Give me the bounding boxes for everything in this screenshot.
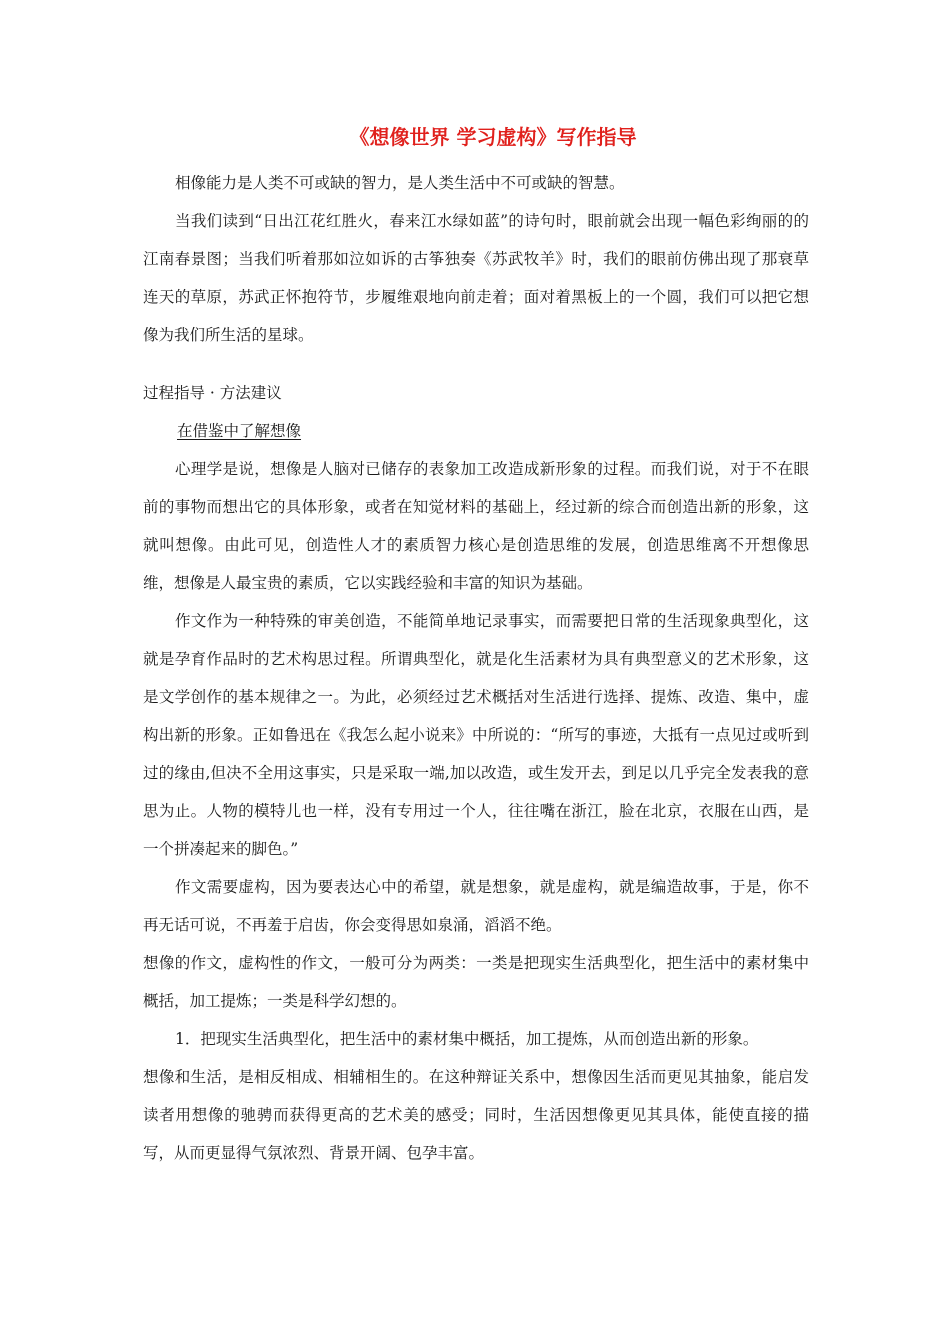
point-1-detail: 想像和生活，是相反相成、相辅相生的。在这种辩证关系中，想像因生活而更见其抽象，能启发读者用想像的驰骋而获得更高的艺术美的感受；同时，生活因想像更见其具体，能使直接的描写，从而更显得气氛浓烈、背景开阔、包孕丰富。 (143, 1068, 809, 1162)
intro-paragraph-1: 相像能力是人类不可或缺的智力，是人类生活中不可或缺的智慧。 (175, 174, 625, 192)
document-title: 《想像世界 学习虚构》写作指导 (349, 125, 637, 149)
section-gap (143, 354, 809, 374)
section-heading: 过程指导 · 方法建议 (143, 384, 282, 402)
point-1-heading: 1．把现实生活典型化，把生活中的素材集中概括，加工提炼，从而创造出新的形象。 (175, 1030, 759, 1048)
subsection-heading-text: 在借鉴中了解想像 (177, 422, 302, 440)
subsection-heading (143, 412, 809, 450)
body-paragraph-2: 作文作为一种特殊的审美创造，不能简单地记录事实，而需要把日常的生活现象典型化，这就是孕育作品时的艺术构思过程。所谓典型化，就是化生活素材为具有典型意义的艺术形象，这是文学创作的基本规律之一。为此，必须经过艺术概括对生活进行选择、提炼、改造、集中，虚构出新的形象。正如鲁迅在《我怎么起小说来》中所说的：“所写的事迹，大抵有一点见过或听到过的缘由,但决不全用这事实，只是采取一端,加以改造，或生发开去，到足以几乎完全发表我的意思为止。人物的模特儿也一样，没有专用过一个人，往往嘴在浙江，脸在北京，衣服在山西，是一个拼凑起来的脚色。” (143, 612, 809, 858)
intro-paragraph-2: 当我们读到“日出江花红胜火，春来江水绿如蓝”的诗句时，眼前就会出现一幅色彩绚丽的的江南春景图；当我们听着那如泣如诉的古筝独奏《苏武牧羊》时，我们的眼前仿佛出现了那衰草连天的草原，苏武正怀抱符节，步履维艰地向前走着；面对着黑板上的一个圆，我们可以把它想像为我们所生活的星球。 (143, 212, 809, 344)
body-paragraph-1: 心理学是说，想像是人脑对已储存的表象加工改造成新形象的过程。而我们说，对于不在眼前的事物而想出它的具体形象，或者在知觉材料的基础上，经过新的综合而创造出新的形象，这就叫想像。由此可见，创造性人才的素质智力核心是创造思维的发展，创造思维离不开想像思维，想像是人最宝贵的素质，它以实践经验和丰富的知识为基础。 (143, 460, 809, 592)
document-page (143, 118, 809, 1172)
body-paragraph-3: 作文需要虚构，因为要表达心中的希望，就是想象，就是虚构，就是编造故事，于是，你不再无话可说，不再羞于启齿，你会变得思如泉涌，滔滔不绝。 (143, 878, 809, 934)
body-paragraph-4: 想像的作文，虚构性的作文，一般可分为两类：一类是把现实生活典型化，把生活中的素材集中概括，加工提炼；一类是科学幻想的。 (143, 954, 809, 1010)
